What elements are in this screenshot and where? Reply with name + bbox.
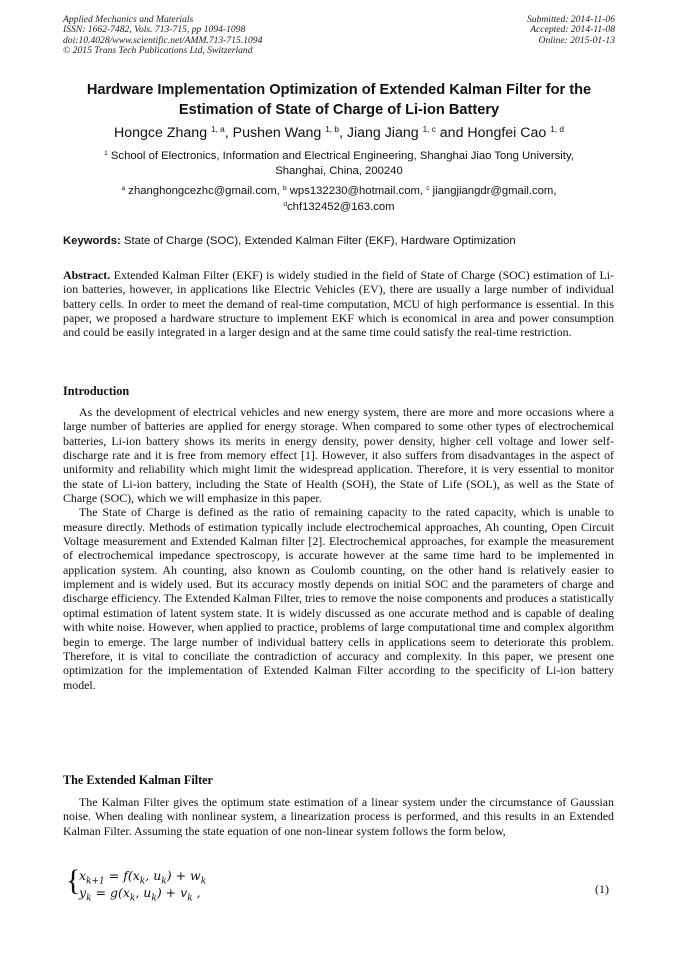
email-list: $^a$ zhanghongcezhc@gmail.com, $^b$ wps132230@hotmail.com, $^c$ jiangjiangdr@gmail.com, $^d$chf132452@163.com (121, 185, 557, 213)
author-list (20, 124, 658, 142)
equation-number: (1) (595, 882, 609, 896)
equation-brace: { (66, 864, 81, 897)
keywords-label: Keywords: (63, 235, 121, 247)
author-name: Pushen Wang (232, 125, 322, 141)
copyright-line: © 2015 Trans Tech Publications Ltd, Switzerland (63, 45, 253, 57)
email-mark: c (426, 185, 430, 193)
doi-line: doi:10.4028/www.scientific.net/AMM.713-715.1094 (63, 34, 263, 46)
email-address[interactable]: wps132230@hotmail.com (289, 185, 420, 197)
ekf-body (63, 795, 614, 838)
title-line-1: Hardware Implementation Optimization of Extended Kalman Filter for the (86, 82, 592, 98)
accepted-date: Accepted: 2014-11-08 (530, 24, 615, 36)
email-address[interactable]: zhanghongcezhc@gmail.com (128, 185, 277, 197)
author-name: Jiang Jiang (346, 125, 419, 141)
journal-info (63, 15, 262, 57)
author-affiliation-mark: 1, a (211, 125, 225, 135)
affiliation-mark: 1 (104, 150, 108, 158)
paragraph: The Kalman Filter gives the optimum state estimation of a linear system under the circumstance of Gaussian noise. When dealing with nonlinear system, a linearization process is performed, and this results in an Extended Kalman Filter. Assuming the state equation of one non-linear system follows the form below, (63, 795, 614, 838)
affiliation-line-1: School of Electronics, Information and Electrical Engineering, Shanghai Jiao Tong University, (110, 150, 574, 162)
equation-line-1: $x_{k+1} = f(x_k$, $u_k) + w_k$ (79, 868, 207, 887)
section-heading-ekf: The Extended Kalman Filter (63, 773, 213, 787)
submission-dates (527, 15, 615, 46)
introduction-body (63, 405, 614, 692)
author-affiliation-mark: 1, c (422, 125, 436, 135)
paragraph: As the development of electrical vehicles and new energy system, there are more and more occasions where a large number of batteries are applied for energy storage. When compared to some other types of electrochemical batteries, Li-ion battery shows its merits in energy density, power density, higher cell voltage and lower self-discharge rate and it is free from memory effect [1]. However, it also suffers from disadvantages in the aspect of uniformity and reliability which might limit the widespread application. Therefore, it is very essential to monitor the state of Li-ion battery, including the State of Health (SOH), the State of Life (SOL), as well as the State of Charge (SOC), which we will emphasize in this paper. (63, 405, 614, 506)
author-name: Hongce Zhang (114, 125, 208, 141)
journal-name: Applied Mechanics and Materials (63, 14, 194, 25)
submitted-date: Submitted: 2014-11-06 (526, 14, 615, 25)
author-separator: , (338, 125, 343, 141)
author-separator: , (224, 125, 229, 141)
title-line-2: Estimation of State of Charge of Li-ion Battery (178, 102, 500, 118)
affiliation (60, 149, 618, 179)
keywords (63, 235, 516, 247)
paper-title (40, 80, 638, 120)
email-address[interactable]: chf132452@163.com (287, 200, 395, 213)
author-affiliation-mark: 1, d (550, 125, 564, 135)
affiliation-line-2: Shanghai, China, 200240 (275, 165, 403, 178)
author-affiliation-mark: 1, b (325, 125, 339, 135)
author-name: Hongfei Cao (467, 125, 547, 141)
author-conjunction: and (439, 125, 464, 141)
abstract (63, 268, 614, 340)
abstract-text: Extended Kalman Filter (EKF) is widely studied in the field of State of Charge (SOC) estimation of Li-ion batteries, however, in applications like Electric Vehicles (EV), there are usually a large number of individual battery cells. In order to meet the demand of real-time computation, MCU of high performance is essential. In this paper, we proposed a hardware structure to implement EKF which is economical in area and power consumption and could be easily integrated in a larger design and at the same time could satisfy the real-time restriction. (63, 268, 614, 340)
section-heading-introduction: Introduction (63, 384, 130, 398)
email-mark: a (121, 185, 126, 193)
email-address[interactable]: jiangjiangdr@gmail.com (432, 185, 554, 197)
email-mark: b (282, 185, 287, 193)
equation-line-2: $y_k = g(x_k$, $u_k) + v_k$ , (79, 885, 201, 904)
abstract-label: Abstract. (63, 268, 111, 282)
issn-line: ISSN: 1662-7482, Vols. 713-715, pp 1094-1098 (63, 24, 246, 36)
paragraph: The State of Charge is defined as the ratio of remaining capacity to the rated capacity, which is unable to measure directly. Methods of estimation typically include electrochemical approaches, Ah counting, Open Circuit Voltage measurement and Extended Kalman filter [2]. Electrochemical approaches, for example the measurement of electrochemical impedance spectroscopy, is accurate however at the same time hard to be implemented in application system. Ah counting, also known as Coulomb counting, on the other hand is relatively easier to implement and is widely used. But its accuracy mostly depends on initial SOC and the parameters of charge and discharge efficiency. The Extended Kalman Filter, tries to remove the noise components and produces a statistically optimal estimation of latent system state. It is widely discussed as one accurate method and is capable of dealing with white noise. However, when applied to practice, problems of large computational time and complex algorithm begin to emerge. The large number of individual battery cells in applications seem to deteriorate this problem. Therefore, it is vital to conciliate the contradiction of accuracy and complexity. In this paper, we present one optimization for the implementation of Extended Kalman Filter according to the specificity of Li-ion battery model. (63, 505, 614, 692)
email-mark: d (283, 200, 288, 208)
online-date: Online: 2015-01-13 (538, 34, 615, 46)
keywords-text: State of Charge (SOC), Extended Kalman Filter (EKF), Hardware Optimization (123, 235, 516, 247)
